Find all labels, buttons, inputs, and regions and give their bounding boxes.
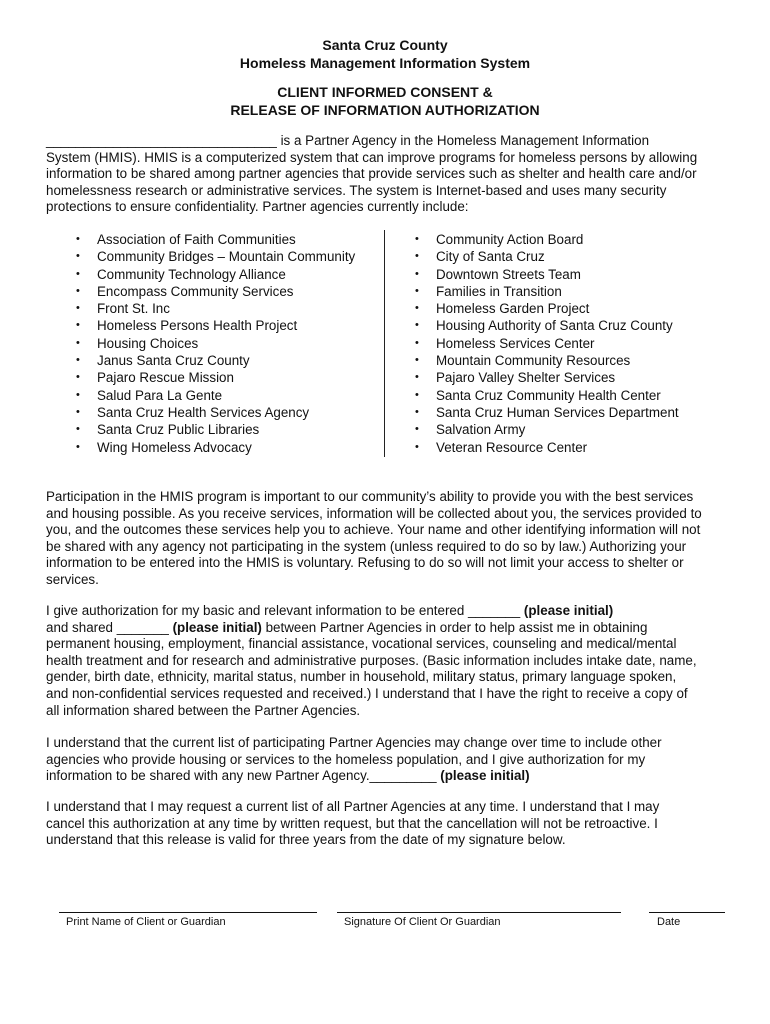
initial-prompt-entry: (please initial) xyxy=(523,603,614,618)
authorization-share-text-cont: between Partner Agencies in order to help assist me in obtaining xyxy=(261,619,648,635)
authorization-line: permanent housing, employment, financial assistance, vocational services, counseling and medical/mental xyxy=(46,636,677,652)
authorization-line: and non-confidential services requested and received.) I understand that I have the right to receive a copy of xyxy=(46,685,688,701)
agency-name: Community Bridges – Mountain Community xyxy=(97,249,356,265)
initial-prompt-new-agency: (please initial) xyxy=(440,768,530,784)
list-item xyxy=(76,335,355,352)
list-item xyxy=(415,387,679,404)
form-header-organization xyxy=(0,37,770,72)
list-item xyxy=(415,231,679,248)
list-item xyxy=(415,352,679,369)
list-item xyxy=(415,266,679,283)
bullet-icon: • xyxy=(415,388,419,401)
form-title-line-2: RELEASE OF INFORMATION AUTHORIZATION xyxy=(230,101,540,118)
agency-name: Housing Authority of Santa Cruz County xyxy=(436,318,673,334)
authorization-paragraph xyxy=(46,603,730,719)
bullet-icon: • xyxy=(76,250,80,263)
participation-line: and housing possible. As you receive services, information will be collected about you, the services provided to xyxy=(46,505,702,521)
agency-name: Downtown Streets Team xyxy=(436,266,581,282)
bullet-icon: • xyxy=(76,388,80,401)
agency-name: Front St. Inc xyxy=(97,301,170,317)
participation-line: Participation in the HMIS program is important to our community’s ability to provide you with the best services xyxy=(46,489,694,504)
agency-name: Janus Santa Cruz County xyxy=(97,353,250,369)
bullet-icon: • xyxy=(415,371,419,384)
list-item xyxy=(76,266,355,283)
county-name: Santa Cruz County xyxy=(322,37,448,53)
agency-name: Association of Faith Communities xyxy=(97,232,296,247)
list-item xyxy=(415,335,679,352)
list-item xyxy=(415,439,679,456)
system-name: Homeless Management Information System xyxy=(239,54,531,71)
authorization-line: all information shared between the Partner Agencies. xyxy=(46,702,361,718)
bullet-icon: • xyxy=(76,423,80,436)
intro-line: _______________________________ is a Partner Agency in the Homeless Management Information xyxy=(46,133,650,148)
agency-name: Mountain Community Resources xyxy=(436,353,631,369)
participation-line: information to be entered into the HMIS is voluntary. Refusing to do so will not limit your access to shelter or xyxy=(46,555,684,571)
authorization-line: gender, birth date, ethnicity, marital status, number in household, military status, primary language spoken, xyxy=(46,669,677,685)
cancellation-line: I understand that I may request a current list of all Partner Agencies at any time. I understand that I may xyxy=(46,799,660,814)
agency-name: Pajaro Rescue Mission xyxy=(97,370,234,386)
authorization-share-text: and shared _______ xyxy=(46,619,173,635)
agency-name: Salud Para La Gente xyxy=(97,387,223,403)
agency-change-line: I understand that the current list of participating Partner Agencies may change over time to include other xyxy=(46,735,662,750)
intro-line: information to be shared among partner agencies that provide services such as shelter and health care and/or xyxy=(46,166,697,182)
bullet-icon: • xyxy=(415,440,419,453)
list-item xyxy=(76,283,355,300)
authorization-line xyxy=(46,620,730,637)
bullet-icon: • xyxy=(415,405,419,418)
agency-name: Wing Homeless Advocacy xyxy=(97,439,252,455)
list-item xyxy=(415,248,679,265)
partner-agency-list-left xyxy=(76,231,355,456)
agency-name: Community Technology Alliance xyxy=(97,266,286,282)
bullet-icon: • xyxy=(76,319,80,332)
agency-name: Homeless Persons Health Project xyxy=(97,318,298,334)
list-item xyxy=(76,369,355,386)
bullet-icon: • xyxy=(415,302,419,315)
bullet-icon: • xyxy=(415,354,419,367)
cancellation-paragraph xyxy=(46,799,730,849)
agency-name: Veteran Resource Center xyxy=(436,439,588,455)
bullet-icon: • xyxy=(76,336,80,349)
bullet-icon: • xyxy=(415,250,419,263)
list-item xyxy=(76,421,355,438)
authorization-line: health treatment and for research and administrative purposes. (Basic information includes intake date, name, xyxy=(46,652,697,668)
bullet-icon: • xyxy=(415,423,419,436)
agency-name: Housing Choices xyxy=(97,335,199,351)
list-item xyxy=(415,317,679,334)
agency-name: Families in Transition xyxy=(436,283,562,299)
authorization-line xyxy=(46,603,730,620)
date-label: Date xyxy=(657,916,681,928)
bullet-icon: • xyxy=(76,354,80,367)
participation-paragraph xyxy=(46,489,730,589)
bullet-icon: • xyxy=(415,319,419,332)
bullet-icon: • xyxy=(76,233,80,245)
list-item xyxy=(415,369,679,386)
agency-change-line xyxy=(46,768,730,785)
agency-change-line: agencies who provide housing or services to the homeless population, and I give authorization for my xyxy=(46,751,646,767)
signature-label: Signature Of Client Or Guardian xyxy=(344,916,501,928)
agency-name: City of Santa Cruz xyxy=(436,249,545,265)
participation-line: be shared with any agency not participating in the system (unless required to do so by law.) Authorizing your xyxy=(46,538,687,554)
list-item xyxy=(76,352,355,369)
list-item xyxy=(76,248,355,265)
signature-line[interactable] xyxy=(337,912,621,913)
agency-name: Homeless Services Center xyxy=(436,335,595,351)
bullet-icon: • xyxy=(415,233,419,245)
print-name-label: Print Name of Client or Guardian xyxy=(66,916,226,928)
bullet-icon: • xyxy=(415,336,419,349)
list-item xyxy=(76,439,355,456)
list-item xyxy=(415,300,679,317)
list-item xyxy=(76,300,355,317)
cancellation-line: cancel this authorization at any time by written request, but that the cancellation will not be retroactive. I xyxy=(46,815,658,831)
intro-line: System (HMIS). HMIS is a computerized system that can improve programs for homeless persons by allowing xyxy=(46,149,698,165)
bullet-icon: • xyxy=(76,302,80,315)
agency-name: Santa Cruz Community Health Center xyxy=(436,387,661,403)
bullet-icon: • xyxy=(76,440,80,453)
agency-name: Salvation Army xyxy=(436,422,526,438)
list-item xyxy=(415,421,679,438)
intro-paragraph xyxy=(46,133,730,216)
bullet-icon: • xyxy=(76,371,80,384)
agency-change-text: information to be shared with any new Partner Agency._________ xyxy=(46,768,441,784)
bullet-icon: • xyxy=(76,284,80,297)
form-title xyxy=(0,84,770,119)
list-item xyxy=(76,404,355,421)
authorization-entry-text: I give authorization for my basic and relevant information to be entered _______ xyxy=(46,603,524,618)
intro-line: homelessness research or administrative services. The system is Internet-based and uses many security xyxy=(46,182,667,198)
participation-line: you, and the outcomes these services help you to achieve. Your name and other identifying information will not xyxy=(46,522,701,538)
bullet-icon: • xyxy=(76,267,80,280)
agency-change-paragraph xyxy=(46,735,730,785)
form-title-line-1: CLIENT INFORMED CONSENT & xyxy=(277,84,493,100)
cancellation-line: understand that this release is valid for three years from the date of my signature below. xyxy=(46,832,566,848)
agency-name: Community Action Board xyxy=(436,232,584,247)
participation-line: services. xyxy=(46,571,99,587)
bullet-icon: • xyxy=(415,284,419,297)
agency-name: Santa Cruz Health Services Agency xyxy=(97,404,310,420)
partner-agency-list-right xyxy=(415,231,679,456)
bullet-icon: • xyxy=(76,405,80,418)
agency-name: Santa Cruz Public Libraries xyxy=(97,422,260,438)
list-item xyxy=(76,317,355,334)
bullet-icon: • xyxy=(415,267,419,280)
agency-name: Encompass Community Services xyxy=(97,283,294,299)
initial-prompt-share: (please initial) xyxy=(172,619,262,635)
print-name-signature-line[interactable] xyxy=(59,912,317,913)
list-item xyxy=(76,387,355,404)
agency-name: Santa Cruz Human Services Department xyxy=(436,404,679,420)
list-item xyxy=(415,283,679,300)
column-divider xyxy=(384,230,385,457)
list-item xyxy=(415,404,679,421)
agency-name: Pajaro Valley Shelter Services xyxy=(436,370,616,386)
agency-name: Homeless Garden Project xyxy=(436,301,590,317)
date-signature-line[interactable] xyxy=(649,912,725,913)
list-item xyxy=(76,231,355,248)
intro-line: protections to ensure confidentiality. Partner agencies currently include: xyxy=(46,199,469,215)
